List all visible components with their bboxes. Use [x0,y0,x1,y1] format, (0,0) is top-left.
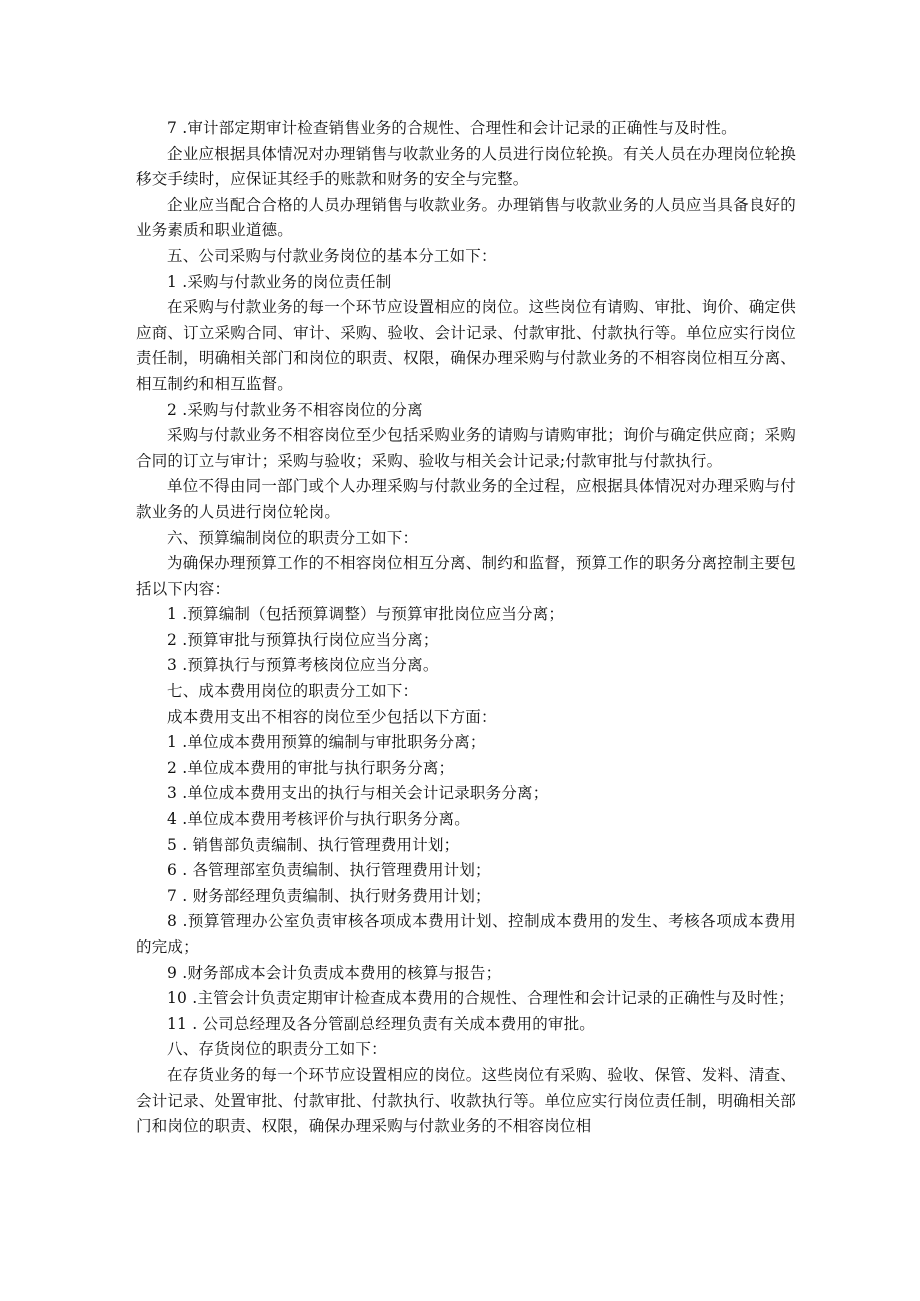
list-item: 9 .财务部成本会计负责成本费用的核算与报告； [167,963,502,982]
list-item: 7 . 财务部经理负责编制、执行财务费用计划； [167,886,491,905]
list-item: 6 . 各管理部室负责编制、执行管理费用计划； [167,861,491,880]
section-heading: 六、预算编制岗位的职责分工如下： [167,528,419,547]
paragraph: 成本费用支出不相容的岗位至少包括以下方面： [167,707,497,726]
list-item: 2 .预算审批与预算执行岗位应当分离； [167,630,439,649]
paragraph: 单位不得由同一部门或个人办理采购与付款业务的全过程，应根据具体情况对办理采购与付款业务的人员进行岗位轮岗。 [136,477,796,521]
subsection-heading: 1 .采购与付款业务的岗位责任制 [167,272,392,291]
list-item: 3 .预算执行与预算考核岗位应当分离。 [167,656,439,675]
paragraph: 企业应根据具体情况对办理销售与收款业务的人员进行岗位轮换。有关人员在办理岗位轮换移交手续时，应保证其经手的账款和财务的安全与完整。 [136,144,796,189]
paragraph: 为确保办理预算工作的不相容岗位相互分离、制约和监督，预算工作的职务分离控制主要包括以下内容： [136,554,796,598]
paragraph: 采购与付款业务不相容岗位至少包括采购业务的请购与请购审批；询价与确定供应商；采购合同的订立与审计；采购与验收；采购、验收与相关会计记录;付款审批与付款执行。 [136,426,796,470]
subsection-heading: 2 .采购与付款业务不相容岗位的分离 [167,400,423,419]
list-item: 1 .单位成本费用预算的编制与审批职务分离； [167,733,486,752]
list-item: 3 .单位成本费用支出的执行与相关会计记录职务分离； [167,784,549,803]
section-heading: 八、存货岗位的职责分工如下： [167,1040,387,1059]
list-item: 2 .单位成本费用的审批与执行职务分离； [167,758,455,777]
list-item: 8 .预算管理办公室负责审核各项成本费用计划、控制成本费用的发生、考核各项成本费用的完成； [136,912,796,956]
list-item: 5 . 销售部负责编制、执行管理费用计划； [167,835,460,854]
paragraph: 企业应当配合合格的人员办理销售与收款业务。办理销售与收款业务的人员应当具备良好的业务素质和职业道德。 [136,195,796,240]
document-page [136,116,796,1140]
list-item: 4 .单位成本费用考核评价与执行职务分离。 [167,810,470,829]
list-item: 10 .主管会计负责定期审计检查成本费用的合规性、合理性和会计记录的正确性与及时性； [167,989,794,1008]
list-item: 1 .预算编制（包括预算调整）与预算审批岗位应当分离； [167,605,565,624]
list-item: 11 . 公司总经理及各分管副总经理负责有关成本费用的审批。 [167,1014,596,1033]
paragraph: 在采购与付款业务的每一个环节应设置相应的岗位。这些岗位有请购、审批、询价、确定供应商、订立采购合同、审计、采购、验收、会计记录、付款审批、付款执行等。单位应实行岗位责任制，明确相关部门和岗位的职责、权限，确保办理采购与付款业务的不相容岗位相互分离、相互制约和相互监督。 [136,298,796,393]
paragraph: 在存货业务的每一个环节应设置相应的岗位。这些岗位有采购、验收、保管、发料、清查、会计记录、处置审批、付款审批、付款执行、收款执行等。单位应实行岗位责任制，明确相关部门和岗位的职责、权限，确保办理采购与付款业务的不相容岗位相 [136,1065,796,1136]
paragraph: 7 .审计部定期审计检查销售业务的合规性、合理性和会计记录的正确性与及时性。 [167,119,737,137]
section-heading: 七、成本费用岗位的职责分工如下： [167,682,419,701]
section-heading: 五、公司采购与付款业务岗位的基本分工如下： [167,246,497,265]
